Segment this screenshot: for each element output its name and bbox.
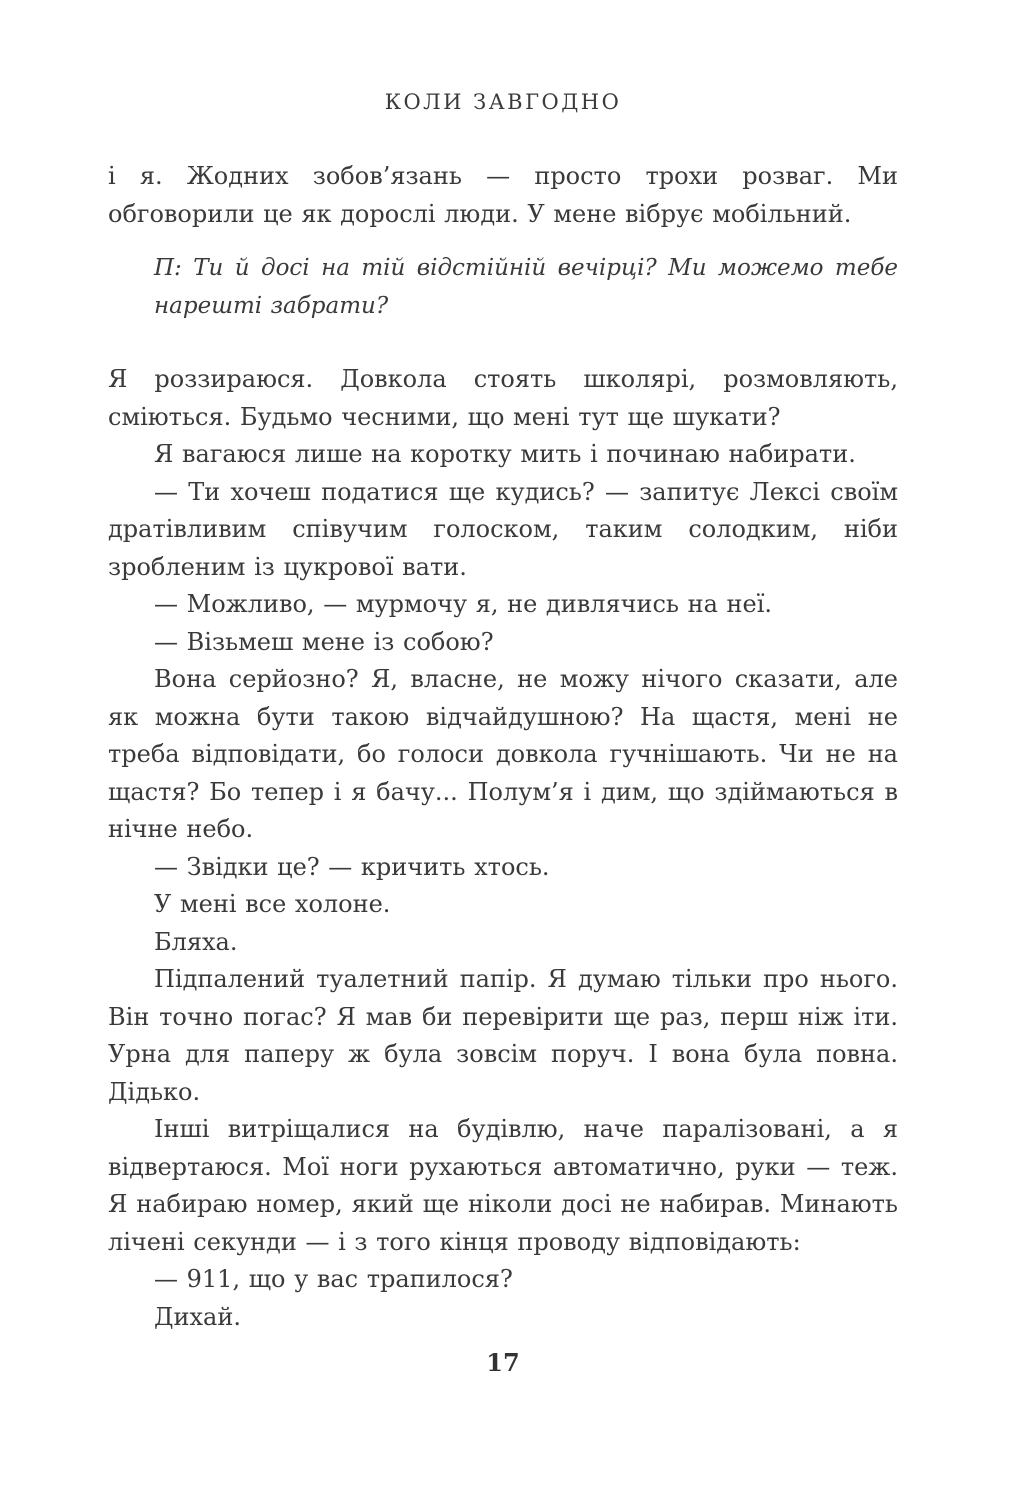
dialogue-line: — Ти хочеш податися ще кудись? — запитує Лексі своїм дратівливим співучим голоском, таким солодким, ніби зробленим із цукрової вати.	[108, 477, 898, 581]
paragraph: і я. Жодних зобов’язань — просто трохи розваг. Ми обговорили це як дорослі люди. У мене вібрує мобільний.	[108, 162, 898, 228]
dialogue-line: — Звідки це? — кричить хтось.	[154, 852, 550, 881]
paragraph: Бляха.	[154, 927, 238, 956]
paragraph: Я роззираюся. Довкола стоять школярі, розмовляють, сміються. Будьмо чесними, що мені тут ще шукати?	[108, 365, 898, 431]
paragraph: Вона серйозно? Я, власне, не можу нічого сказати, але як можна бути такою відчайдушною? На щастя, мені не треба відповідати, бо голоси довкола гучнішають. Чи не на щастя? Бо тепер і я бачу... Полум’я і дим, що здіймаються в нічне небо.	[108, 665, 898, 843]
text-message	[154, 250, 898, 325]
paragraph: Дихай.	[154, 1302, 241, 1331]
dialogue-line: — Візьмеш мене із собою?	[154, 627, 494, 656]
paragraph: Підпалений туалетний папір. Я думаю тільки про нього. Він точно погас? Я мав би перевірити ще раз, перш ніж іти. Урна для паперу ж була зовсім поруч. І вона була повна. Дідько.	[108, 965, 898, 1106]
dialogue-line: — Можливо, — мурмочу я, не дивлячись на неї.	[154, 590, 773, 618]
page-number: 17	[486, 1348, 520, 1377]
paragraph: Інші витріщалися на будівлю, наче паралізовані, а я відвертаюся. Мої ноги рухаються автоматично, руки — теж. Я набираю номер, який ще ніколи досі не набирав. Минають лічені секунди — і з того кінця проводу відповідають:	[108, 1115, 898, 1256]
body-text	[108, 158, 898, 1336]
running-title: КОЛИ ЗАВГОДНО	[384, 90, 622, 114]
dialogue-line: — 911, що у вас трапилося?	[154, 1265, 513, 1293]
paragraph: У мені все холоне.	[154, 890, 391, 918]
paragraph: Я вагаюся лише на коротку мить і починаю набирати.	[154, 440, 856, 468]
book-page	[108, 0, 898, 1486]
text-message-paragraph: П: Ти й досі на тій відстійній вечірці? Ми можемо тебе нарешті забрати?	[154, 255, 898, 319]
